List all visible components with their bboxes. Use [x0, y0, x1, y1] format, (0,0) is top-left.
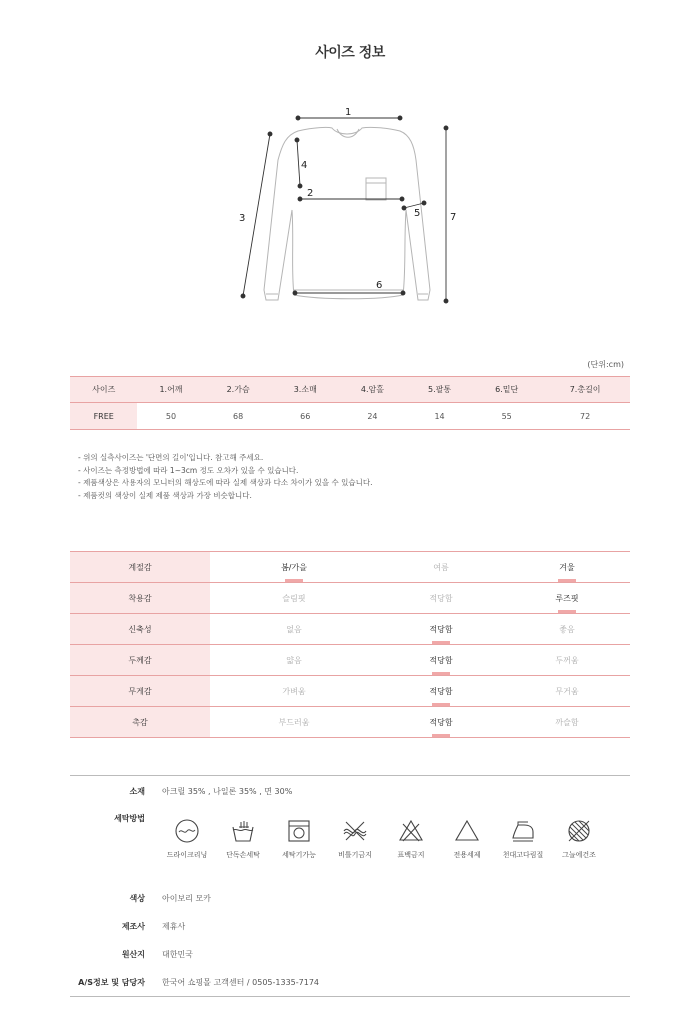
care-label: 드라이크리닝 — [166, 851, 208, 859]
header-cell: 3.소매 — [272, 377, 339, 403]
fit-row — [70, 707, 630, 738]
sweater-illustration — [220, 100, 480, 315]
fit-option: 적당함 — [378, 583, 504, 614]
fit-row-label: 계절감 — [70, 552, 210, 583]
no-twist-icon — [342, 818, 368, 844]
wash-label: 세탁방법 — [114, 814, 145, 823]
label-arm-width: 5 — [414, 208, 421, 219]
fit-option: 가벼움 — [210, 676, 378, 707]
fit-option: 까슬함 — [504, 707, 630, 738]
table-row — [70, 403, 630, 430]
fit-row-label: 두께감 — [70, 645, 210, 676]
care-item — [274, 818, 324, 860]
note-line: - 사이즈는 측정방법에 따라 1~3cm 정도 오차가 있을 수 있습니다. — [78, 465, 299, 475]
fit-row-label: 촉감 — [70, 707, 210, 738]
care-label: 그늘에건조 — [562, 851, 596, 859]
as-label: A/S정보 및 담당자 — [78, 978, 145, 987]
shade-dry-icon — [566, 818, 592, 844]
header-cell: 7.총길이 — [540, 377, 630, 403]
fit-row — [70, 583, 630, 614]
care-item — [330, 818, 380, 860]
size-table-header — [70, 377, 630, 403]
notes — [78, 452, 373, 502]
care-item — [554, 818, 604, 860]
fit-option: 겨울 — [504, 552, 630, 583]
care-item — [442, 818, 492, 860]
header-cell: 사이즈 — [70, 377, 137, 403]
care-label: 비틀기금지 — [338, 851, 372, 859]
fit-option: 없음 — [210, 614, 378, 645]
care-icons — [162, 818, 602, 863]
care-label: 표백금지 — [397, 851, 425, 859]
as-value: 한국어 쇼핑몰 고객센터 / 0505-1335-7174 — [162, 978, 319, 987]
fit-option: 적당함 — [378, 645, 504, 676]
care-label: 전용세제 — [453, 851, 481, 859]
care-item — [386, 818, 436, 860]
fit-option: 루즈핏 — [504, 583, 630, 614]
header-cell: 5.팔통 — [406, 377, 473, 403]
header-cell: 2.가슴 — [205, 377, 272, 403]
neutral-detergent-icon — [454, 818, 480, 844]
no-bleach-icon — [398, 818, 424, 844]
fit-row-label: 신축성 — [70, 614, 210, 645]
fit-option: 적당함 — [378, 614, 504, 645]
dry-clean-icon — [174, 818, 200, 844]
note-line: - 제품컷의 색상이 실제 제품 색상과 가장 비슷합니다. — [78, 490, 252, 500]
label-total-length: 7 — [450, 212, 457, 223]
value-cell: 72 — [540, 403, 630, 430]
material-label: 소재 — [129, 787, 145, 796]
value-cell: 55 — [473, 403, 540, 430]
care-item — [498, 818, 548, 860]
fit-option: 부드러움 — [210, 707, 378, 738]
fit-row — [70, 552, 630, 583]
product-info — [70, 775, 630, 997]
value-cell: 14 — [406, 403, 473, 430]
label-chest: 2 — [307, 188, 314, 199]
fit-row — [70, 614, 630, 645]
color-value: 아이보리 모카 — [162, 894, 211, 903]
fit-option: 봄/가을 — [210, 552, 378, 583]
fit-option: 좋음 — [504, 614, 630, 645]
fit-option: 무거움 — [504, 676, 630, 707]
unit-label: (단위:cm) — [587, 360, 624, 369]
fit-option: 얇음 — [210, 645, 378, 676]
label-armhole: 4 — [301, 160, 308, 171]
fit-option: 적당함 — [378, 707, 504, 738]
origin-label: 원산지 — [121, 950, 145, 959]
hand-wash-icon — [230, 818, 256, 844]
iron-icon — [510, 818, 536, 844]
fit-row-label: 착용감 — [70, 583, 210, 614]
fit-option: 슬림핏 — [210, 583, 378, 614]
header-cell: 6.밑단 — [473, 377, 540, 403]
fit-option: 여름 — [378, 552, 504, 583]
fit-table — [70, 551, 630, 738]
care-item — [162, 818, 212, 860]
header-cell: 1.어깨 — [137, 377, 204, 403]
value-cell: 68 — [205, 403, 272, 430]
material-value: 아크릴 35% , 나일론 35% , 면 30% — [162, 787, 293, 796]
value-cell: 66 — [272, 403, 339, 430]
header-cell: 4.암홀 — [339, 377, 406, 403]
care-label: 천대고다림질 — [502, 851, 544, 859]
label-hem: 6 — [376, 280, 383, 291]
fit-option: 적당함 — [378, 676, 504, 707]
label-shoulder: 1 — [345, 107, 352, 118]
label-sleeve: 3 — [239, 213, 246, 224]
fit-row-label: 무게감 — [70, 676, 210, 707]
maker-value: 제휴사 — [162, 922, 186, 931]
maker-label: 제조사 — [121, 922, 145, 931]
note-line: - 제품색상은 사용자의 모니터의 해상도에 따라 실제 색상과 다소 차이가 있을 수 있습니다. — [78, 478, 373, 487]
value-cell: 24 — [339, 403, 406, 430]
size-table — [70, 376, 630, 430]
note-line: - 위의 실측사이즈는 '단면의 길이'입니다. 참고해 주세요. — [78, 453, 264, 462]
fit-option: 두꺼움 — [504, 645, 630, 676]
care-label: 세탁기가능 — [282, 851, 316, 859]
color-label: 색상 — [129, 894, 145, 903]
care-item — [218, 818, 268, 860]
fit-row — [70, 645, 630, 676]
size-diagram — [220, 100, 480, 315]
fit-row — [70, 676, 630, 707]
page-title: 사이즈 정보 — [315, 45, 385, 61]
value-cell: 50 — [137, 403, 204, 430]
care-label: 단독손세탁 — [226, 851, 260, 859]
origin-value: 대한민국 — [162, 950, 193, 959]
machine-wash-icon — [286, 818, 312, 844]
size-cell: FREE — [70, 403, 137, 430]
